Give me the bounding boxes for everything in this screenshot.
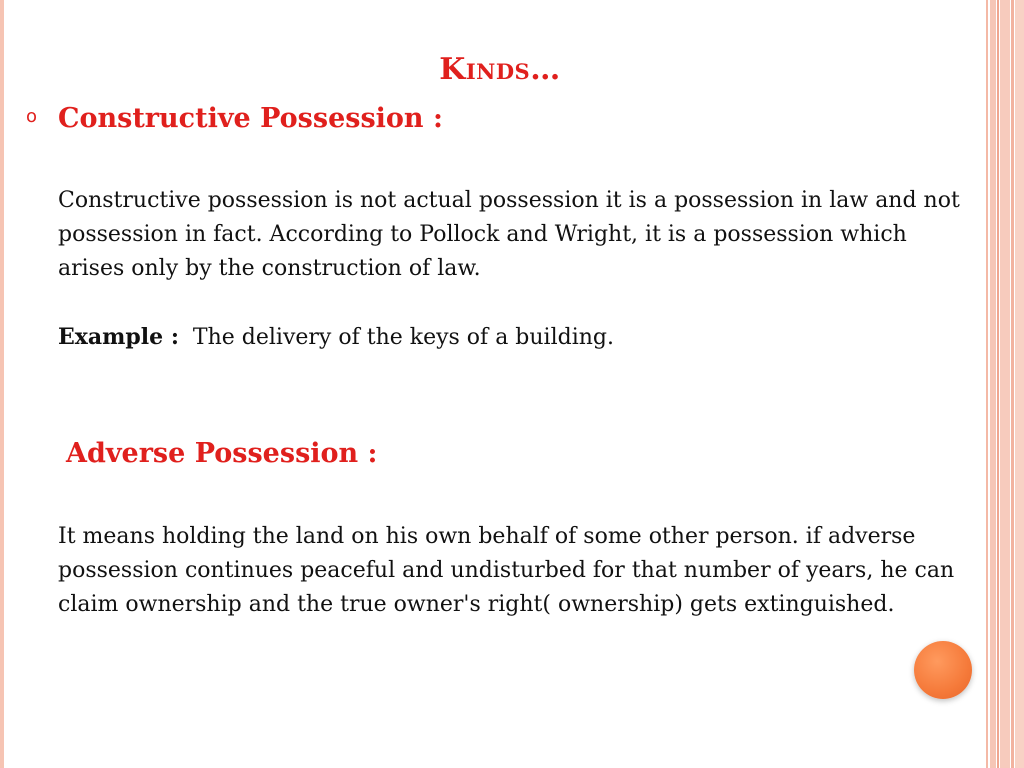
right-stripe-decoration	[986, 0, 988, 768]
adverse-paragraph: It means holding the land on his own behalf of some other person. if adverse possession continues peaceful and undisturbed for that number of years, he can claim ownership and the true owner's right( ownership) gets extinguished.	[58, 524, 955, 617]
constructive-paragraph: Constructive possession is not actual possession it is a possession in law and not possession in fact. According to Pollock and Wright, it is a possession which arises only by the construction of law.	[58, 188, 960, 281]
right-stripe-decoration	[997, 0, 999, 768]
right-stripe-decoration	[1000, 0, 1010, 768]
bullet-icon: o	[26, 106, 38, 127]
example-label: Example :	[58, 324, 179, 350]
section-heading-constructive: Constructive Possession :	[58, 103, 443, 134]
right-stripe-decoration	[990, 0, 996, 768]
right-stripe-decoration	[1015, 0, 1024, 768]
left-border-decoration	[0, 0, 4, 768]
example-line	[58, 320, 973, 355]
section-heading-adverse: Adverse Possession :	[66, 438, 378, 469]
orange-circle-decoration	[914, 641, 972, 699]
slide-title: Kinds…	[439, 52, 561, 87]
right-stripe-decoration	[1011, 0, 1014, 768]
example-text: The delivery of the keys of a building.	[178, 325, 614, 350]
